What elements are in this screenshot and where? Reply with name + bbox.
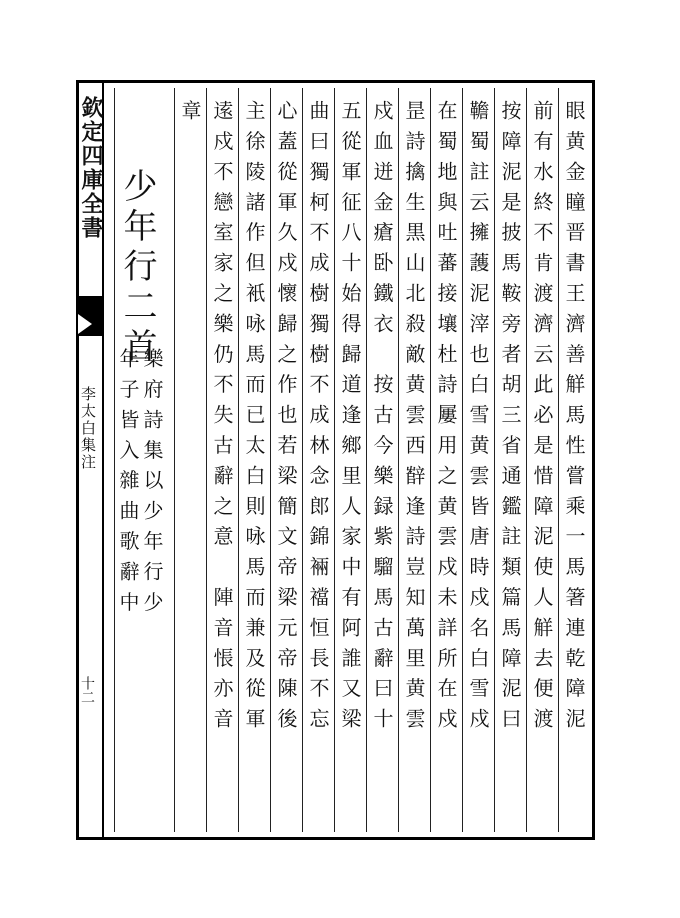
column-rule [174,88,175,832]
book-title: 李太白集注 [79,386,97,471]
text-column: 昰詩擒生黒山北殺敵黄雲西辥逢詩豈知萬里黄雲 [402,100,426,739]
column-rule [462,88,463,832]
column-rule [334,88,335,832]
poem-heading: 少年行二首 [117,168,157,368]
series-title: 欽定四庫全書 [78,96,104,240]
column-rule [366,88,367,832]
column-rule [430,88,431,832]
column-rule [238,88,239,832]
column-rule [206,88,207,832]
column-rule [526,88,527,832]
text-column: 在蜀地與吐蕃接壤杜詩屢用之黄雲戍未詳所在戍 [434,100,458,739]
text-column: 韂蜀註云擁䕶泥滓也白雪黄雲皆唐時戍名白雪戍 [466,100,490,739]
text-column: 主徐陵諸作但衹咏馬而已太白則咏馬而兼及從軍 [242,100,266,739]
column-rule [302,88,303,832]
page-number: 十二 [79,676,95,704]
text-column: 按障泥是披馬鞍旁者胡三省通鑑註類篇馬障泥曰 [498,100,522,739]
fish-tail-notch [78,314,92,334]
column-rule [270,88,271,832]
text-column: 曲曰獨柯不成樹獨樹不成林念郎錦裲襠恒長不忘 [306,100,330,739]
text-column: 章 [178,100,202,131]
column-rule [494,88,495,832]
text-column: 戍血迸金瘡卧鐵衣 按古今樂録紫騮馬古辭曰十 [370,100,394,739]
text-column: 心蓋從軍久戍懷歸之作也若梁簡文帝梁元帝陳後 [274,100,298,739]
heading-note: 年子皆入雜曲歌辭中 [116,348,140,622]
column-rule [398,88,399,832]
column-rule [114,88,115,832]
text-column: 逺戍不戀室家之樂仍不失古辭之意 陣音悵亦音 [210,100,234,739]
heading-note: 樂府詩集以少年行少 [140,348,164,622]
column-rule [558,88,559,832]
text-column: 前有水終不肯渡濟云此必是惜障泥使人觧去便渡 [530,100,554,739]
text-column: 五從軍征八十始得歸道逢鄉里人家中有阿誰又梁 [338,100,362,739]
text-column: 眼黄金瞳晋書王濟善觧馬性嘗乘一馬箸連乾障泥 [562,100,586,739]
